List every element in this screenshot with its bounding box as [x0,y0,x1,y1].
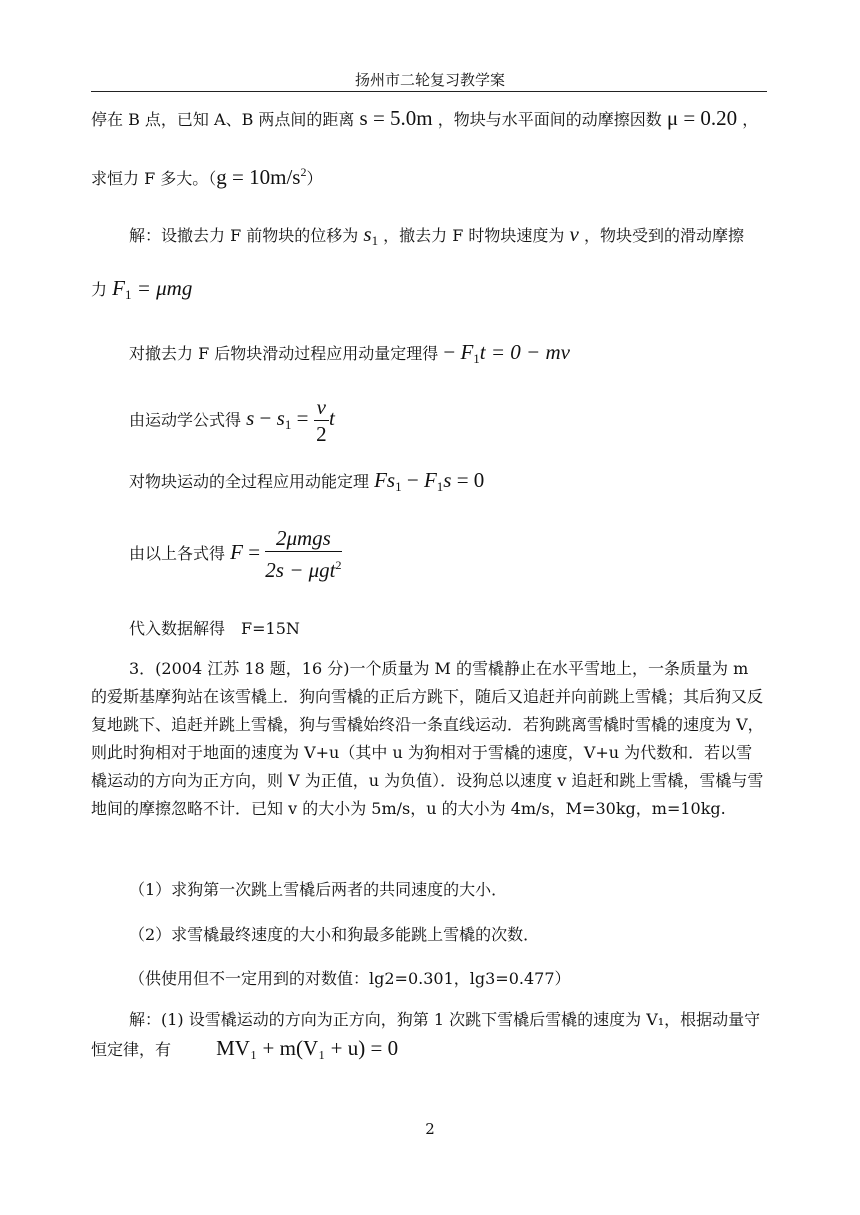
line-3 [129,224,744,251]
text: ） [306,169,323,188]
question-2: （2）求雪橇最终速度的大小和狗最多能跳上雪橇的次数． [129,925,540,944]
equation: $g = 10m/s^2$ [216,165,307,189]
question-1: （1）求狗第一次跳上雪橇后两者的共同速度的大小． [129,880,508,899]
equation: s = 5.0m [359,106,433,130]
text: ，物块与水平面间的动摩擦因数 [437,110,662,129]
equation: F = $\frac{\text{2μmgs}}{2s - \mu gt^2}$ [230,526,342,582]
fraction: $\frac{v}{2}$ [314,394,329,447]
text: ，撤去力 F 时物块速度为 [383,226,565,245]
header-rule [91,91,767,92]
solution-paragraph: 解：(1) 设雪橇运动的方向为正方向，狗第 1 次跳下雪橇后雪橇的速度为 V₁，根据动量守恒定律，有 MV₁ + m(V₁ + u) = 0 [91,1010,761,1060]
line-9: 代入数据解得 F=15N [129,619,300,638]
equation: $Fs_1 - F_1s = 0$ [374,468,485,494]
text: ， [742,110,759,129]
line-2 [91,162,322,189]
equation: − $F_1t = 0$ − mv [443,340,570,366]
page-header: 扬州市二轮复习教学案 [354,71,505,89]
text: 停在 B 点，已知 A、B 两点间的距离 [91,110,355,129]
line-8 [129,525,342,583]
equation: μ = 0.20 [666,106,738,130]
line-5 [129,342,570,369]
line-4 [91,278,192,305]
line-1 [91,108,758,130]
equation: $s - s_1$ = $\frac{v}{2}$ t [246,395,335,446]
text: 对撤去力 F 后物块滑动过程应用动量定理得 [129,344,439,363]
momentum-equation: MV₁ + m(V₁ + u) = 0 [216,1036,399,1060]
text: 求恒力 F 多大。（ [91,169,217,188]
text: 对物块运动的全过程应用动能定理 [129,472,370,491]
text: 力 [91,280,108,299]
variable-v: v [569,222,579,246]
line-7 [129,470,484,497]
problem-3-paragraph: 3．(2004 江苏 18 题，16 分)一个质量为 M 的雪橇静止在水平雪地上，一条质量为 m 的爱斯基摩狗站在该雪橇上．狗向雪橇的正后方跳下，随后又追赶并向前跳上雪橇；其后狗又反复地跳下、追赶并跳上雪橇，狗与雪橇始终沿一条直线运动．若狗跳离雪橇时雪橇的速度为 V，则此时狗相对于地面的速度为 V+u（其中 u 为狗相对于雪橇的速度，V+u 为代数和．若以雪橇运动的方向为正方向，则 V 为正值，u 为负值）．设狗总以速度 v 追赶和跳上雪橇，雪橇与雪地间的摩擦忽略不计．已知 v 的大小为 5m/s，u 的大小为 4m/s，M=30kg，m=10kg. [91,659,764,818]
page-number: 2 [425,1120,435,1138]
variable-s1: $s_1$ [363,222,379,248]
text: ，物块受到的滑动摩擦 [583,226,744,245]
equation: $F_1 = \mu mg$ [112,276,193,302]
text: 由以上各式得 [129,543,226,563]
line-6 [129,394,335,447]
log-values-note: （供使用但不一定用到的对数值：lg2=0.301，lg3=0.477） [129,969,571,988]
text: 由运动学公式得 [129,410,242,430]
text: 解：设撤去力 F 前物块的位移为 [129,226,359,245]
fraction: $\frac{\text{2μmgs}}{2s - \mu gt^2}$ [265,526,342,582]
